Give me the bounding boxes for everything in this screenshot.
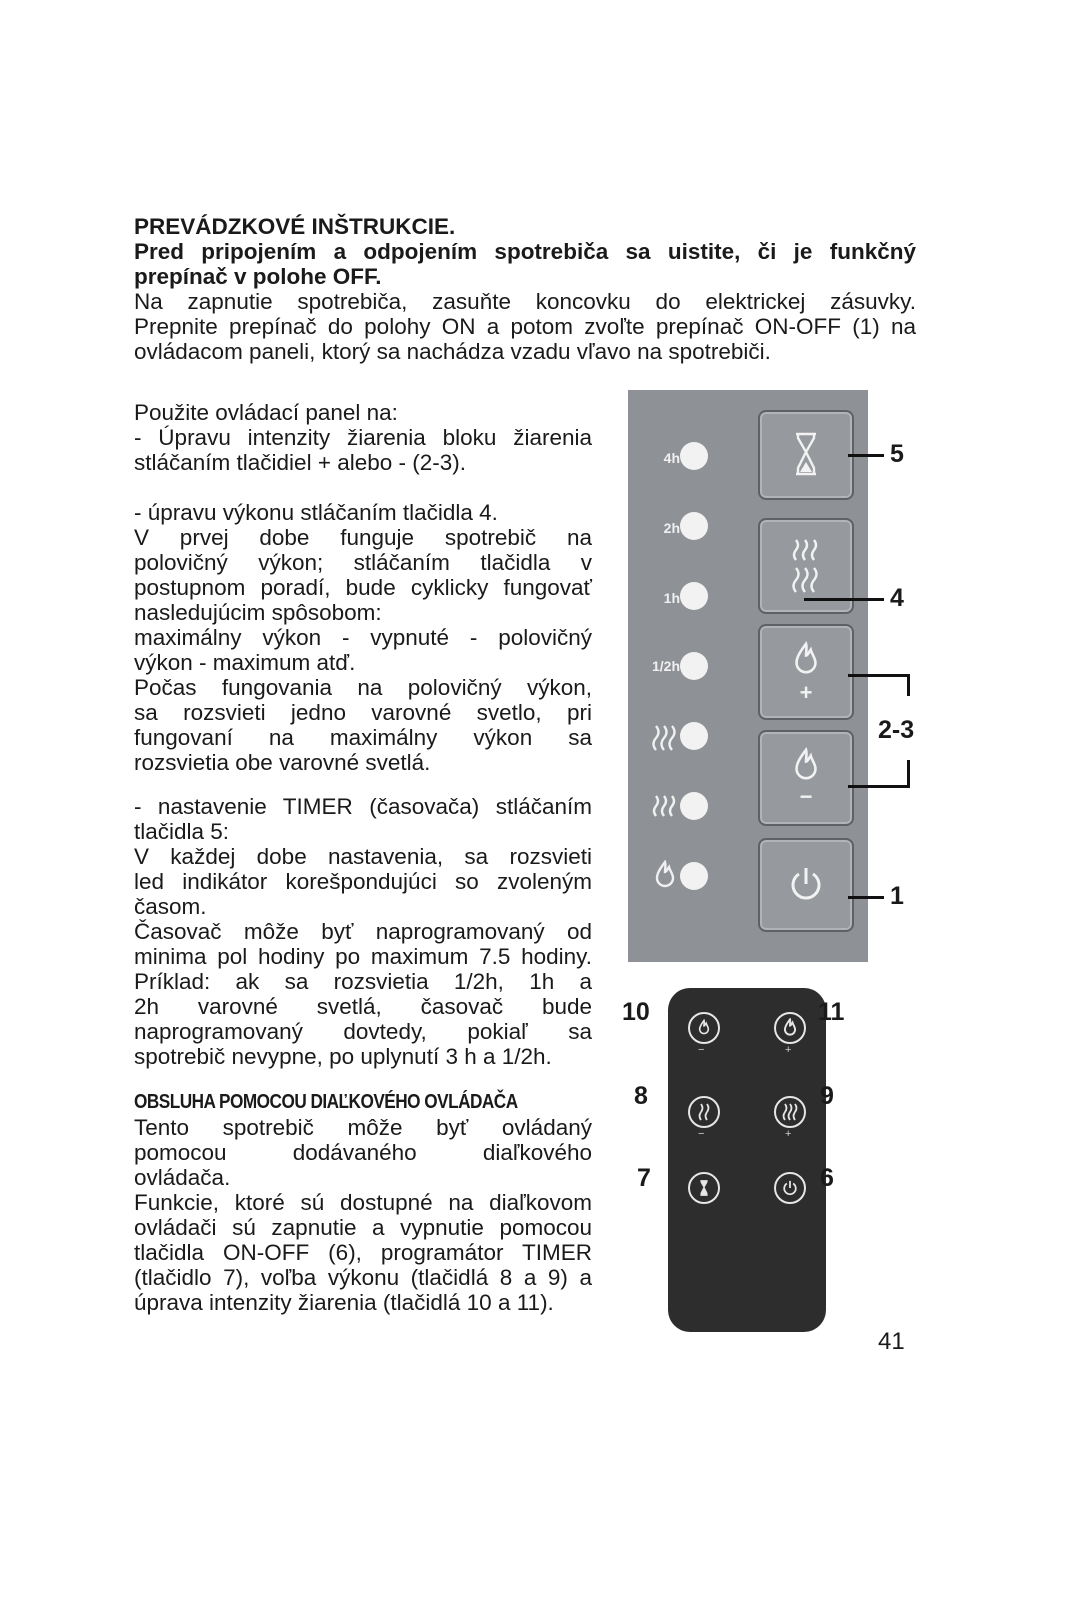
- flame-icon: [793, 746, 819, 782]
- text-line: výkon - maximum atď.: [134, 650, 356, 675]
- remote-minus-sign: −: [698, 1044, 705, 1056]
- remote-power-full-button[interactable]: [774, 1096, 806, 1128]
- text-line: postupnom poradí, bude cyklicky fungovať: [134, 575, 592, 600]
- remote-label-8: 8: [634, 1082, 648, 1110]
- timer-section: [134, 794, 592, 1069]
- callout-line-2-3-top: [848, 674, 910, 677]
- callout-2-3: 2-3: [878, 716, 915, 744]
- text-line: pomocou dodávaného diaľkového: [134, 1140, 592, 1165]
- remote-label-6: 6: [820, 1164, 834, 1192]
- led-label-half-h: 1/2h: [651, 658, 680, 674]
- flame-icon: [793, 640, 819, 676]
- led-2h: [680, 512, 708, 540]
- timer-button[interactable]: [758, 410, 854, 500]
- callout-5: 5: [890, 440, 904, 468]
- safety-warning: Pred pripojením a odpojením spotrebiča sa uistite, či je funkčný prepínač v polohe OFF.: [134, 239, 916, 289]
- remote-flame-minus-button[interactable]: [688, 1012, 720, 1044]
- text-line: úprava intenzity žiarenia (tlačidlá 10 a 11).: [134, 1290, 554, 1315]
- text-line: V každej dobe nastavenia, sa rozsvieti: [134, 844, 592, 869]
- flame-icon: [783, 1018, 797, 1036]
- remote-section: [134, 1088, 592, 1315]
- led-half-h: [680, 652, 708, 680]
- remote-label-9: 9: [820, 1082, 834, 1110]
- text-line: tlačidla ON-OFF (6), programátor TIMER: [134, 1240, 592, 1265]
- remote-heading: OBSLUHA POMOCOU DIAĽKOVÉHO OVLÁDAČA: [134, 1091, 518, 1113]
- text-line: - Úpravu intenzity žiarenia bloku žiarenia: [134, 425, 592, 450]
- remote-power-half-button[interactable]: [688, 1096, 720, 1128]
- section-title: PREVÁDZKOVÉ INŠTRUKCIE.: [134, 214, 456, 239]
- text-line: - nastavenie TIMER (časovača) stláčaním: [134, 794, 592, 819]
- callout-line-1: [848, 896, 884, 899]
- text-line: tlačidla 5:: [134, 819, 230, 844]
- remote-plus-sign: +: [785, 1044, 792, 1056]
- text-line: V prvej dobe funguje spotrebič na: [134, 525, 592, 550]
- text-line: Použite ovládací panel na:: [134, 400, 398, 425]
- text-line: Príklad: ak sa rozsvietia 1/2h, 1h a: [134, 969, 592, 994]
- plus-sign: +: [799, 680, 813, 705]
- heat-max-icon: [650, 722, 680, 754]
- led-heat-max: [680, 722, 708, 750]
- heat-waves-icon: [788, 536, 824, 596]
- flame-indicator-icon: [654, 860, 676, 888]
- remote-minus-sign: −: [698, 1128, 705, 1140]
- remote-on-off-button[interactable]: [774, 1172, 806, 1204]
- led-flame: [680, 862, 708, 890]
- text-line: minima pol hodiny po maximum 7.5 hodiny.: [134, 944, 592, 969]
- text-line: fungovaní na maximálny výkon sa: [134, 725, 592, 750]
- power-icon: [788, 865, 824, 903]
- intro-line: Prepnite prepínač do polohy ON a potom zvoľte prepínač ON-OFF (1) na: [134, 314, 916, 339]
- callout-line-5: [848, 454, 884, 457]
- heat-half-icon: [650, 794, 680, 818]
- text-line: časom.: [134, 894, 207, 919]
- intro-section: [134, 214, 916, 364]
- text-line: nasledujúcim spôsobom:: [134, 600, 382, 625]
- led-label-4h: 4h: [663, 450, 680, 466]
- callout-line-2-3-bottom-v: [907, 760, 910, 788]
- panel-usage-section: [134, 400, 592, 475]
- remote-control-figure: [668, 988, 826, 1332]
- remote-label-7: 7: [637, 1164, 651, 1192]
- callout-line-4: [804, 598, 884, 601]
- remote-plus-sign: +: [785, 1128, 792, 1140]
- led-heat-half: [680, 792, 708, 820]
- callout-line-2-3-top-v: [907, 674, 910, 696]
- text-line: polovičný výkon; stláčaním tlačidla v: [134, 550, 592, 575]
- led-4h: [680, 442, 708, 470]
- text-line: Časovač môže byť naprogramovaný od: [134, 919, 592, 944]
- text-line: ovládači sú zapnutie a vypnutie pomocou: [134, 1215, 592, 1240]
- led-label-2h: 2h: [663, 520, 680, 536]
- remote-timer-button[interactable]: [688, 1172, 720, 1204]
- hourglass-icon: [794, 432, 818, 476]
- flame-minus-button[interactable]: [758, 730, 854, 826]
- page-number: 41: [878, 1328, 905, 1355]
- text-line: (tlačidlo 7), voľba výkonu (tlačidlá 8 a 9) a: [134, 1265, 592, 1290]
- callout-1: 1: [890, 882, 904, 910]
- control-panel-figure: [628, 390, 868, 962]
- text-line: sa rozsvieti jedno varovné svetlo, pri: [134, 700, 592, 725]
- intro-line: Na zapnutie spotrebiča, zasuňte koncovku do elektrickej zásuvky.: [134, 289, 916, 314]
- power-section: [134, 500, 592, 775]
- text-line: rozsvietia obe varovné svetlá.: [134, 750, 431, 775]
- power-icon: [782, 1179, 798, 1197]
- text-line: Funkcie, ktoré sú dostupné na diaľkovom: [134, 1190, 592, 1215]
- callout-line-2-3-bottom: [848, 785, 910, 788]
- text-line: spotrebič nevypne, po uplynutí 3 h a 1/2h.: [134, 1044, 552, 1069]
- callout-4: 4: [890, 584, 904, 612]
- remote-flame-plus-button[interactable]: [774, 1012, 806, 1044]
- heat-waves-icon: [697, 1103, 711, 1121]
- intro-line: ovládacom paneli, ktorý sa nachádza vzadu vľavo na spotrebiči.: [134, 339, 771, 364]
- text-line: maximálny výkon - vypnuté - polovičný: [134, 625, 592, 650]
- flame-plus-button[interactable]: [758, 624, 854, 720]
- text-line: naprogramovaný dovtedy, pokiaľ sa: [134, 1019, 592, 1044]
- flame-icon: [698, 1019, 710, 1035]
- text-line: led indikátor korešpondujúci so zvoleným: [134, 869, 592, 894]
- hourglass-icon: [698, 1180, 710, 1196]
- led-1h: [680, 582, 708, 610]
- text-line: - úpravu výkonu stláčaním tlačidla 4.: [134, 500, 498, 525]
- text-line: Tento spotrebič môže byť ovládaný: [134, 1115, 592, 1140]
- text-line: 2h varovné svetlá, časovač bude: [134, 994, 592, 1019]
- remote-label-11: 11: [818, 998, 845, 1026]
- text-line: Počas fungovania na polovičný výkon,: [134, 675, 592, 700]
- led-label-1h: 1h: [663, 590, 680, 606]
- on-off-button[interactable]: [758, 838, 854, 932]
- text-line: stláčaním tlačidiel + alebo - (2-3).: [134, 450, 467, 475]
- text-line: ovládača.: [134, 1165, 231, 1190]
- minus-sign: −: [799, 784, 813, 809]
- remote-label-10: 10: [622, 998, 650, 1026]
- heat-waves-icon: [781, 1103, 799, 1121]
